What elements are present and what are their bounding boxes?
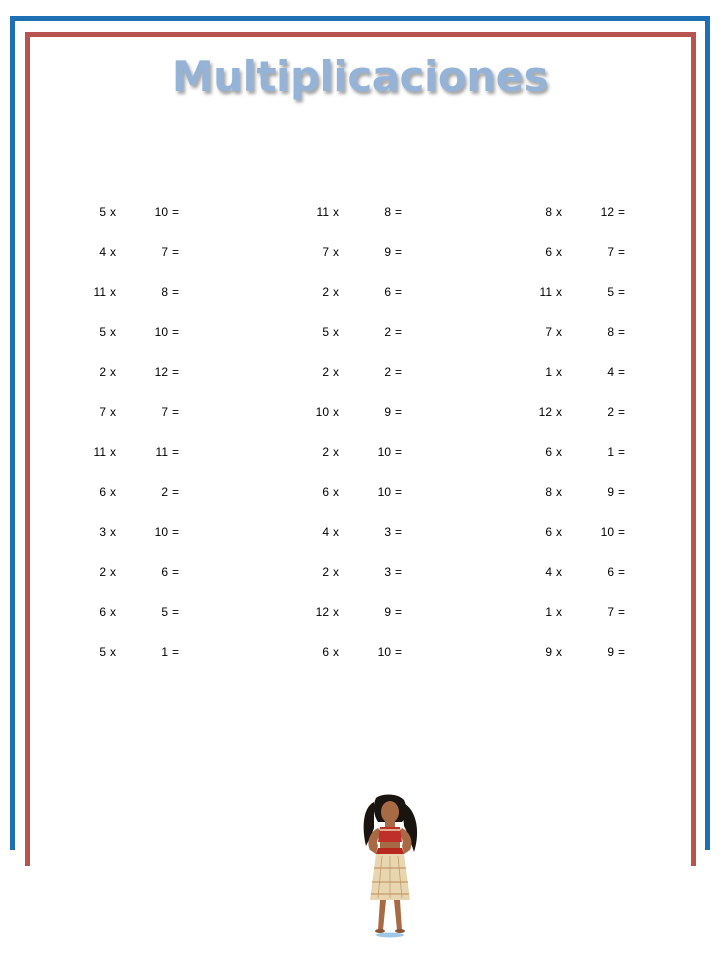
equals-sign: = <box>395 445 403 459</box>
equals-sign: = <box>395 325 403 339</box>
factor-a: 6 <box>545 525 552 539</box>
problem-row <box>80 242 190 282</box>
equals-sign: = <box>395 645 403 659</box>
times-sign: x <box>333 205 339 219</box>
factor-b: 2 <box>384 365 391 379</box>
factor-a: 2 <box>99 565 106 579</box>
factor-a: 11 <box>93 445 106 459</box>
factor-a: 4 <box>99 245 106 259</box>
factor-b: 8 <box>607 325 614 339</box>
times-sign: x <box>110 365 116 379</box>
factor-b: 7 <box>607 245 614 259</box>
equals-sign: = <box>618 365 626 379</box>
problem-row <box>303 242 413 282</box>
factor-b: 9 <box>384 245 391 259</box>
times-sign: x <box>333 485 339 499</box>
problem-row <box>80 402 190 442</box>
factor-b: 9 <box>384 605 391 619</box>
factor-a: 6 <box>322 485 329 499</box>
factor-a: 5 <box>99 325 106 339</box>
equals-sign: = <box>395 365 403 379</box>
factor-b: 2 <box>384 325 391 339</box>
problem-row <box>303 282 413 322</box>
factor-a: 5 <box>322 325 329 339</box>
problems-column-3 <box>526 202 636 682</box>
factor-b: 4 <box>607 365 614 379</box>
problem-row <box>303 562 413 602</box>
factor-a: 9 <box>545 645 552 659</box>
times-sign: x <box>333 405 339 419</box>
times-sign: x <box>333 325 339 339</box>
equals-sign: = <box>172 325 180 339</box>
times-sign: x <box>556 365 562 379</box>
times-sign: x <box>556 525 562 539</box>
factor-a: 12 <box>538 405 552 419</box>
problem-row <box>526 402 636 442</box>
equals-sign: = <box>618 565 626 579</box>
problem-row <box>303 202 413 242</box>
times-sign: x <box>556 645 562 659</box>
factor-a: 5 <box>99 205 106 219</box>
equals-sign: = <box>172 205 180 219</box>
factor-a: 6 <box>99 605 106 619</box>
factor-a: 8 <box>545 485 552 499</box>
times-sign: x <box>556 205 562 219</box>
factor-a: 6 <box>545 445 552 459</box>
problem-row <box>80 442 190 482</box>
factor-a: 7 <box>322 245 329 259</box>
equals-sign: = <box>618 405 626 419</box>
problem-row <box>526 322 636 362</box>
factor-a: 11 <box>93 285 106 299</box>
equals-sign: = <box>172 645 180 659</box>
equals-sign: = <box>395 405 403 419</box>
equals-sign: = <box>395 245 403 259</box>
factor-b: 1 <box>161 645 168 659</box>
times-sign: x <box>110 645 116 659</box>
factor-b: 6 <box>384 285 391 299</box>
factor-b: 10 <box>377 645 391 659</box>
times-sign: x <box>333 445 339 459</box>
equals-sign: = <box>395 205 403 219</box>
factor-a: 2 <box>322 445 329 459</box>
equals-sign: = <box>172 565 180 579</box>
times-sign: x <box>333 605 339 619</box>
factor-a: 6 <box>322 645 329 659</box>
factor-a: 2 <box>322 365 329 379</box>
problem-row <box>80 562 190 602</box>
factor-a: 5 <box>99 645 106 659</box>
times-sign: x <box>556 445 562 459</box>
problem-row <box>80 602 190 642</box>
problem-row <box>526 482 636 522</box>
factor-a: 4 <box>545 565 552 579</box>
equals-sign: = <box>395 605 403 619</box>
equals-sign: = <box>172 525 180 539</box>
factor-a: 12 <box>315 605 329 619</box>
times-sign: x <box>110 285 116 299</box>
times-sign: x <box>333 245 339 259</box>
factor-a: 6 <box>545 245 552 259</box>
problem-row <box>80 642 190 682</box>
problems-column-1 <box>80 202 190 682</box>
factor-b: 8 <box>161 285 168 299</box>
problem-row <box>526 282 636 322</box>
factor-a: 2 <box>322 565 329 579</box>
times-sign: x <box>556 325 562 339</box>
times-sign: x <box>333 565 339 579</box>
factor-b: 8 <box>384 205 391 219</box>
equals-sign: = <box>172 605 180 619</box>
equals-sign: = <box>172 365 180 379</box>
factor-b: 2 <box>161 485 168 499</box>
problem-row <box>80 482 190 522</box>
equals-sign: = <box>395 485 403 499</box>
factor-b: 3 <box>384 565 391 579</box>
factor-a: 1 <box>545 365 552 379</box>
problem-row <box>303 442 413 482</box>
equals-sign: = <box>618 205 626 219</box>
factor-a: 3 <box>99 525 106 539</box>
factor-b: 7 <box>161 245 168 259</box>
factor-a: 4 <box>322 525 329 539</box>
equals-sign: = <box>618 525 626 539</box>
factor-b: 10 <box>154 325 168 339</box>
equals-sign: = <box>618 285 626 299</box>
problem-row <box>303 482 413 522</box>
factor-b: 6 <box>161 565 168 579</box>
factor-b: 9 <box>607 485 614 499</box>
times-sign: x <box>333 365 339 379</box>
problem-row <box>80 522 190 562</box>
problem-row <box>526 642 636 682</box>
problem-row <box>303 402 413 442</box>
problem-row <box>80 202 190 242</box>
factor-b: 5 <box>607 285 614 299</box>
factor-b: 12 <box>154 365 168 379</box>
times-sign: x <box>333 645 339 659</box>
times-sign: x <box>556 565 562 579</box>
factor-b: 2 <box>607 405 614 419</box>
times-sign: x <box>556 485 562 499</box>
times-sign: x <box>110 245 116 259</box>
equals-sign: = <box>395 565 403 579</box>
times-sign: x <box>110 565 116 579</box>
girl-character-icon <box>352 794 428 940</box>
equals-sign: = <box>618 445 626 459</box>
times-sign: x <box>110 205 116 219</box>
factor-b: 6 <box>607 565 614 579</box>
factor-a: 10 <box>315 405 329 419</box>
factor-b: 7 <box>607 605 614 619</box>
problem-row <box>303 522 413 562</box>
times-sign: x <box>110 485 116 499</box>
times-sign: x <box>556 405 562 419</box>
factor-b: 12 <box>600 205 614 219</box>
factor-b: 9 <box>607 645 614 659</box>
equals-sign: = <box>618 485 626 499</box>
equals-sign: = <box>172 405 180 419</box>
factor-a: 8 <box>545 205 552 219</box>
times-sign: x <box>333 525 339 539</box>
times-sign: x <box>110 445 116 459</box>
factor-b: 10 <box>377 445 391 459</box>
problems-column-2 <box>303 202 413 682</box>
factor-b: 10 <box>154 205 168 219</box>
equals-sign: = <box>395 285 403 299</box>
page-title: Multiplicaciones <box>171 52 549 101</box>
factor-a: 11 <box>316 205 329 219</box>
times-sign: x <box>556 245 562 259</box>
problem-row <box>526 442 636 482</box>
times-sign: x <box>110 405 116 419</box>
problem-row <box>303 642 413 682</box>
equals-sign: = <box>395 525 403 539</box>
equals-sign: = <box>618 645 626 659</box>
factor-b: 3 <box>384 525 391 539</box>
equals-sign: = <box>172 485 180 499</box>
problem-row <box>526 202 636 242</box>
factor-b: 10 <box>154 525 168 539</box>
factor-a: 7 <box>99 405 106 419</box>
problem-row <box>80 282 190 322</box>
problem-row <box>80 362 190 402</box>
equals-sign: = <box>618 325 626 339</box>
factor-a: 11 <box>539 285 552 299</box>
problem-row <box>526 522 636 562</box>
problem-row <box>80 322 190 362</box>
equals-sign: = <box>172 445 180 459</box>
equals-sign: = <box>618 605 626 619</box>
equals-sign: = <box>618 245 626 259</box>
factor-b: 11 <box>155 445 168 459</box>
problem-row <box>303 602 413 642</box>
factor-b: 10 <box>600 525 614 539</box>
factor-b: 5 <box>161 605 168 619</box>
factor-b: 10 <box>377 485 391 499</box>
factor-a: 2 <box>99 365 106 379</box>
factor-b: 1 <box>607 445 614 459</box>
problem-row <box>303 322 413 362</box>
factor-a: 2 <box>322 285 329 299</box>
factor-a: 6 <box>99 485 106 499</box>
times-sign: x <box>333 285 339 299</box>
times-sign: x <box>556 285 562 299</box>
problem-row <box>526 362 636 402</box>
equals-sign: = <box>172 285 180 299</box>
times-sign: x <box>110 605 116 619</box>
problem-row <box>526 602 636 642</box>
factor-b: 7 <box>161 405 168 419</box>
times-sign: x <box>556 605 562 619</box>
factor-a: 7 <box>545 325 552 339</box>
problem-row <box>526 562 636 602</box>
times-sign: x <box>110 325 116 339</box>
problem-row <box>526 242 636 282</box>
times-sign: x <box>110 525 116 539</box>
problem-row <box>303 362 413 402</box>
factor-b: 9 <box>384 405 391 419</box>
equals-sign: = <box>172 245 180 259</box>
factor-a: 1 <box>545 605 552 619</box>
